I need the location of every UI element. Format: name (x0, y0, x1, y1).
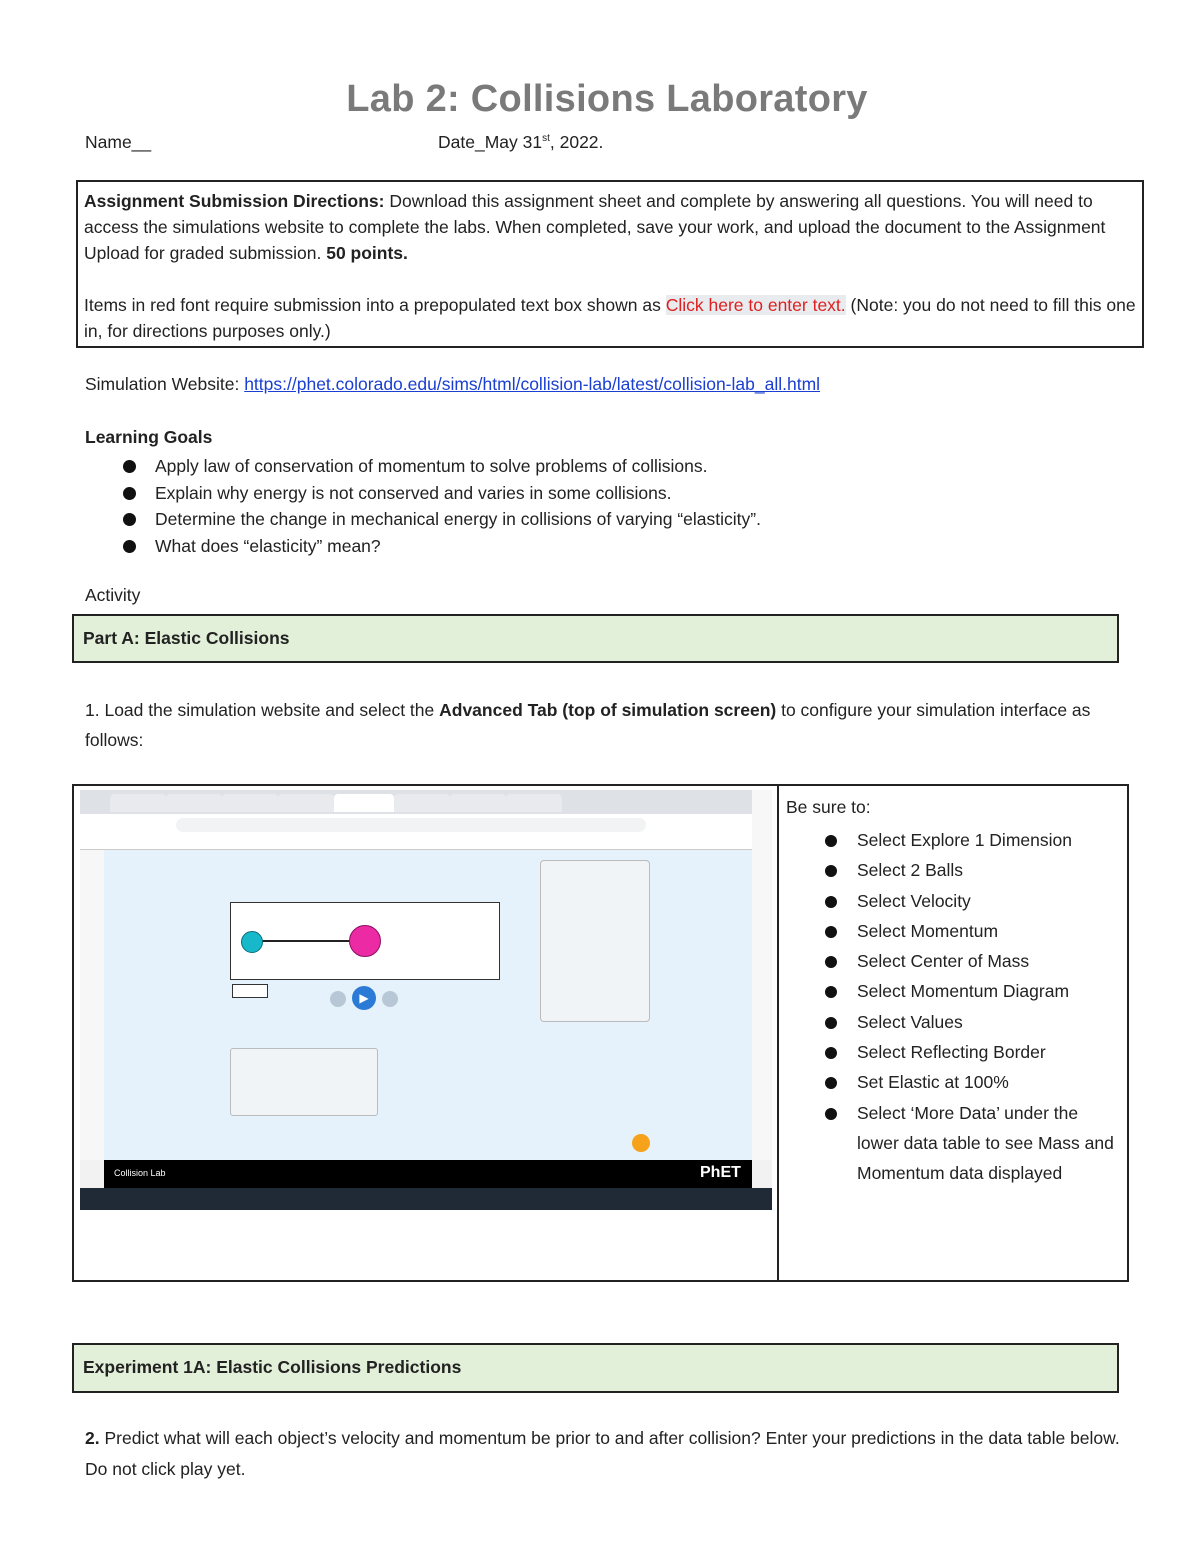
simulation-stage (104, 850, 752, 1160)
list-item: Set Elastic at 100% (822, 1067, 1122, 1097)
name-field-label: Name__ (85, 132, 152, 152)
list-item: Select Values (822, 1007, 1122, 1037)
browser-tab (166, 794, 222, 812)
page-title: Lab 2: Collisions Laboratory (346, 78, 868, 120)
list-item: Select Momentum Diagram (822, 976, 1122, 1006)
directions-paragraph (84, 188, 1136, 266)
q2-number: 2. (85, 1428, 100, 1448)
browser-tab (450, 794, 506, 812)
question-1 (85, 695, 1115, 755)
q1-prefix: 1. Load the simulation website and select the (85, 700, 440, 720)
directions-box (76, 180, 1144, 348)
ball-2 (349, 925, 381, 957)
time-readout (232, 984, 268, 998)
red-font-note (84, 292, 1136, 344)
be-sure-list (822, 825, 1122, 1189)
list-item: Select Explore 1 Dimension (822, 825, 1122, 855)
example-text-box[interactable]: Click here to enter text. (665, 295, 846, 315)
date-superscript: st (542, 133, 550, 145)
list-item: Explain why energy is not conserved and varies in some collisions. (120, 480, 761, 507)
list-item: Select Reflecting Border (822, 1037, 1122, 1067)
browser-tab (222, 794, 278, 812)
browser-tab-active (334, 794, 394, 812)
browser-tabstrip (80, 790, 772, 814)
simulation-website-line (85, 374, 820, 395)
date-prefix: Date_May 31 (438, 132, 543, 152)
left-toolbar (80, 850, 104, 1160)
phet-logo: PhET (700, 1164, 741, 1181)
list-item: Select ‘More Data’ under the lower data table to see Mass and Momentum data displayed (822, 1098, 1122, 1189)
learning-goals-list (120, 453, 761, 559)
browser-tab (110, 794, 166, 812)
browser-tab (394, 794, 450, 812)
list-item: What does “elasticity” mean? (120, 533, 761, 560)
browser-tab (278, 794, 334, 812)
step-back-icon (330, 991, 346, 1007)
restart-icon (632, 1134, 650, 1152)
directions-label: Assignment Submission Directions: (84, 191, 385, 211)
question-2 (85, 1423, 1125, 1485)
url-pill (176, 818, 646, 832)
browser-address-bar (80, 814, 772, 836)
list-item: Select Velocity (822, 886, 1122, 916)
q1-suffix: to configure your simulation interface as follows: (85, 700, 1091, 750)
right-toolbar (752, 790, 772, 1160)
simulation-link[interactable]: https://phet.colorado.edu/sims/html/collision-lab/latest/collision-lab_all.html (244, 374, 821, 394)
bookmarks-bar (80, 836, 772, 850)
be-sure-heading: Be sure to: (786, 797, 871, 817)
date-suffix: , 2022. (549, 132, 604, 152)
points-label: 50 points. (326, 243, 408, 263)
directions-text: Download this assignment sheet and complete by answering all questions. You will need to access the simulations website to complete the labs. When completed, save your work, and upload the document to the Assignment Upload for graded submission. (84, 191, 1106, 263)
date-field (438, 132, 603, 153)
q1-bold: Advanced Tab (top of simulation screen) (439, 700, 777, 720)
list-item: Select 2 Balls (822, 855, 1122, 885)
options-panel (540, 860, 650, 1022)
list-item: Apply law of conservation of momentum to solve problems of collisions. (120, 453, 761, 480)
sim-app-name: Collision Lab (114, 1168, 166, 1178)
table-divider (777, 786, 779, 1280)
ball-1 (241, 931, 263, 953)
red-note-suffix: (Note: you do not need to fill this one in, for directions purposes only.) (84, 295, 1136, 341)
playback-controls (326, 986, 426, 1014)
activity-label: Activity (85, 585, 141, 605)
simulation-screenshot (80, 790, 772, 1210)
learning-goals-heading: Learning Goals (85, 427, 213, 447)
browser-tab (506, 794, 562, 812)
options-list (541, 861, 649, 1015)
list-item: Select Center of Mass (822, 946, 1122, 976)
red-note-prefix: Items in red font require submission into a prepopulated text box shown as (84, 295, 666, 315)
simulation-label: Simulation Website: (85, 374, 245, 394)
step-forward-icon (382, 991, 398, 1007)
momentum-vector (253, 940, 363, 942)
play-icon: ▶ (352, 986, 376, 1010)
list-item: Determine the change in mechanical energy in collisions of varying “elasticity”. (120, 506, 761, 533)
experiment-1a-heading: Experiment 1A: Elastic Collisions Predictions (72, 1343, 1119, 1393)
more-data-panel (230, 1048, 378, 1116)
part-a-heading: Part A: Elastic Collisions (72, 614, 1119, 663)
list-item: Select Momentum (822, 916, 1122, 946)
os-taskbar (80, 1188, 772, 1210)
q2-text: Predict what will each object’s velocity and momentum be prior to and after collision? Enter your predictions in the data table below. Do not click play yet. (85, 1428, 1120, 1479)
sim-navbar (104, 1160, 752, 1188)
play-area (230, 902, 500, 980)
